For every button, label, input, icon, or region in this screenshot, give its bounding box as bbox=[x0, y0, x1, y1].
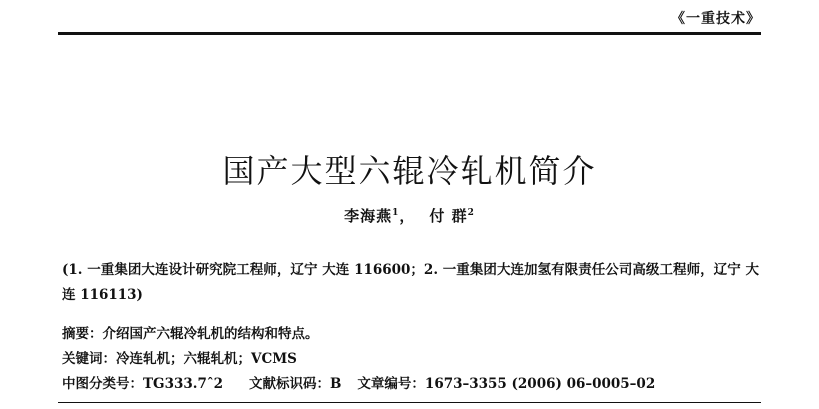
document-code-label: 文献标识码： bbox=[249, 376, 330, 392]
author-name-1: 李海燕 bbox=[344, 207, 393, 225]
footer-divider-rule bbox=[58, 402, 761, 404]
author-separator: ， bbox=[399, 207, 416, 225]
keywords-label: 关键词： bbox=[62, 351, 116, 367]
author-affiliation-marker-2: 2 bbox=[467, 208, 475, 218]
classification-line bbox=[62, 372, 759, 397]
keywords-line bbox=[62, 347, 759, 372]
page-title: 国产大型六辊冷轧机简介 bbox=[222, 152, 597, 191]
clc-label: 中图分类号： bbox=[62, 376, 143, 392]
abstract-label: 摘要： bbox=[62, 326, 103, 342]
article-metadata bbox=[62, 322, 759, 397]
header-divider-rule bbox=[58, 32, 761, 35]
article-number-value: 1673–3355 (2006) 06–0005–02 bbox=[424, 376, 656, 392]
abstract-text: 介绍国产六辊冷轧机的结构和特点。 bbox=[102, 326, 319, 342]
author-affiliation: (1. 一重集团大连设计研究院工程师，辽宁 大连 116600；2. 一重集团大连加氢有限责任公司高级工程师，辽宁 大连 116113) bbox=[62, 262, 759, 303]
keywords-text: 冷连轧机；六辊轧机；VCMS bbox=[116, 351, 297, 367]
author-list bbox=[0, 205, 819, 226]
author-affiliation-marker-1: 1 bbox=[392, 208, 400, 218]
journal-running-head: 《一重技术》 bbox=[671, 11, 761, 27]
clc-value: TG333.7ˆ2 bbox=[143, 376, 223, 392]
author-name-2: 付 群 bbox=[429, 207, 468, 225]
article-number-label: 文章编号： bbox=[357, 376, 425, 392]
document-code-value: B bbox=[330, 376, 342, 392]
abstract-line bbox=[62, 322, 759, 347]
